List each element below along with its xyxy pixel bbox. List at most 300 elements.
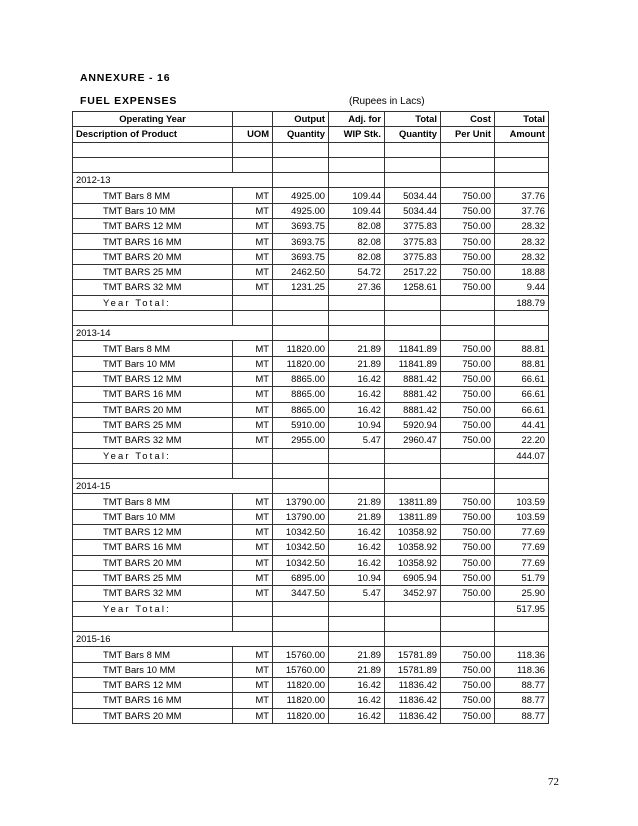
empty-cell [273,295,329,310]
year-total-label: Year Total: [73,601,233,616]
output-quantity: 4925.00 [273,188,329,203]
table-row [73,387,549,402]
empty-cell [329,157,385,172]
table-row [73,219,549,234]
total-amount: 28.32 [495,234,549,249]
table-row [73,540,549,555]
col-header: WIP Stk. [329,127,385,142]
total-quantity: 3775.83 [385,234,441,249]
output-quantity: 13790.00 [273,509,329,524]
fuel-expenses-table [72,111,549,724]
empty-cell [329,632,385,647]
uom-cell: MT [233,509,273,524]
empty-cell [385,295,441,310]
output-quantity: 4925.00 [273,203,329,218]
empty-cell [273,616,329,631]
total-amount: 18.88 [495,264,549,279]
total-amount: 88.77 [495,677,549,692]
product-description: TMT Bars 10 MM [73,203,233,218]
product-description: TMT BARS 16 MM [73,693,233,708]
wip-adjustment: 5.47 [329,433,385,448]
total-quantity: 11841.89 [385,341,441,356]
wip-adjustment: 16.42 [329,525,385,540]
total-quantity: 10358.92 [385,555,441,570]
uom-cell: MT [233,494,273,509]
year-label: 2014-15 [73,479,273,494]
empty-cell [385,479,441,494]
output-quantity: 15760.00 [273,662,329,677]
total-quantity: 13811.89 [385,494,441,509]
wip-adjustment: 16.42 [329,677,385,692]
uom-cell: MT [233,570,273,585]
cost-per-unit: 750.00 [441,249,495,264]
total-amount: 118.36 [495,647,549,662]
empty-cell [495,479,549,494]
empty-cell [273,463,329,478]
empty-cell [233,463,273,478]
empty-cell [273,310,329,325]
page-number: 72 [548,776,559,788]
empty-cell [495,632,549,647]
empty-cell [233,295,273,310]
wip-adjustment: 16.42 [329,708,385,723]
wip-adjustment: 109.44 [329,188,385,203]
spacer-row [73,463,549,478]
empty-cell [441,326,495,341]
uom-cell: MT [233,708,273,723]
total-amount: 28.32 [495,219,549,234]
cost-per-unit: 750.00 [441,387,495,402]
total-quantity: 3775.83 [385,219,441,234]
empty-cell [73,142,233,157]
uom-cell: MT [233,356,273,371]
cost-per-unit: 750.00 [441,555,495,570]
wip-adjustment: 82.08 [329,249,385,264]
total-amount: 66.61 [495,387,549,402]
cost-per-unit: 750.00 [441,570,495,585]
cost-per-unit: 750.00 [441,188,495,203]
col-header: Operating Year [73,112,233,127]
total-amount: 37.76 [495,203,549,218]
col-header: Cost [441,112,495,127]
wip-adjustment: 10.94 [329,570,385,585]
table-row [73,249,549,264]
product-description: TMT BARS 32 MM [73,586,233,601]
table-row [73,525,549,540]
total-quantity: 10358.92 [385,525,441,540]
total-quantity: 10358.92 [385,540,441,555]
table-row [73,708,549,723]
output-quantity: 11820.00 [273,356,329,371]
empty-cell [329,463,385,478]
cost-per-unit: 750.00 [441,525,495,540]
empty-cell [385,616,441,631]
year-total-amount: 188.79 [495,295,549,310]
wip-adjustment: 21.89 [329,341,385,356]
col-header: Adj. for [329,112,385,127]
empty-cell [73,463,233,478]
total-amount: 44.41 [495,417,549,432]
product-description: TMT BARS 16 MM [73,540,233,555]
spacer-row [73,142,549,157]
cost-per-unit: 750.00 [441,662,495,677]
total-amount: 88.77 [495,693,549,708]
wip-adjustment: 16.42 [329,540,385,555]
empty-cell [441,632,495,647]
uom-cell: MT [233,677,273,692]
total-quantity: 11836.42 [385,693,441,708]
wip-adjustment: 82.08 [329,219,385,234]
cost-per-unit: 750.00 [441,586,495,601]
product-description: TMT BARS 20 MM [73,555,233,570]
product-description: TMT BARS 25 MM [73,570,233,585]
product-description: TMT BARS 20 MM [73,402,233,417]
wip-adjustment: 16.42 [329,387,385,402]
cost-per-unit: 750.00 [441,647,495,662]
empty-cell [233,616,273,631]
empty-cell [441,142,495,157]
year-total-row [73,295,549,310]
product-description: TMT BARS 12 MM [73,525,233,540]
year-label: 2013-14 [73,326,273,341]
wip-adjustment: 16.42 [329,693,385,708]
cost-per-unit: 750.00 [441,264,495,279]
year-row [73,173,549,188]
output-quantity: 1231.25 [273,280,329,295]
table-row [73,188,549,203]
uom-cell: MT [233,203,273,218]
empty-cell [441,157,495,172]
uom-cell: MT [233,662,273,677]
total-quantity: 5034.44 [385,203,441,218]
uom-cell: MT [233,341,273,356]
output-quantity: 6895.00 [273,570,329,585]
total-quantity: 5920.94 [385,417,441,432]
table-row [73,693,549,708]
empty-cell [441,295,495,310]
table-row [73,356,549,371]
output-quantity: 11820.00 [273,677,329,692]
empty-cell [495,463,549,478]
col-header: Total [385,112,441,127]
product-description: TMT BARS 16 MM [73,234,233,249]
total-quantity: 8881.42 [385,387,441,402]
total-quantity: 15781.89 [385,662,441,677]
page-title: FUEL EXPENSES [80,95,178,107]
empty-cell [385,463,441,478]
empty-cell [385,326,441,341]
col-header: Quantity [273,127,329,142]
empty-cell [495,142,549,157]
product-description: TMT BARS 20 MM [73,249,233,264]
col-header: Total [495,112,549,127]
table-row [73,417,549,432]
output-quantity: 3693.75 [273,234,329,249]
total-quantity: 13811.89 [385,509,441,524]
uom-cell: MT [233,264,273,279]
table-row [73,555,549,570]
total-amount: 28.32 [495,249,549,264]
uom-cell: MT [233,586,273,601]
spacer-row [73,616,549,631]
wip-adjustment: 5.47 [329,586,385,601]
output-quantity: 10342.50 [273,540,329,555]
year-row [73,479,549,494]
empty-cell [441,616,495,631]
output-quantity: 8865.00 [273,402,329,417]
output-quantity: 8865.00 [273,372,329,387]
cost-per-unit: 750.00 [441,677,495,692]
output-quantity: 11820.00 [273,708,329,723]
total-quantity: 11836.42 [385,708,441,723]
year-total-amount: 444.07 [495,448,549,463]
table-row [73,234,549,249]
cost-per-unit: 750.00 [441,356,495,371]
col-header: Quantity [385,127,441,142]
uom-cell: MT [233,540,273,555]
output-quantity: 2462.50 [273,264,329,279]
product-description: TMT BARS 25 MM [73,417,233,432]
product-description: TMT Bars 8 MM [73,341,233,356]
empty-cell [495,310,549,325]
cost-per-unit: 750.00 [441,341,495,356]
total-quantity: 8881.42 [385,372,441,387]
year-total-label: Year Total: [73,448,233,463]
wip-adjustment: 10.94 [329,417,385,432]
table-row [73,509,549,524]
cost-per-unit: 750.00 [441,433,495,448]
empty-cell [329,479,385,494]
cost-per-unit: 750.00 [441,203,495,218]
year-row [73,326,549,341]
product-description: TMT Bars 10 MM [73,356,233,371]
product-description: TMT Bars 10 MM [73,509,233,524]
cost-per-unit: 750.00 [441,509,495,524]
col-header: Output [273,112,329,127]
total-amount: 77.69 [495,525,549,540]
table-body [73,112,549,724]
wip-adjustment: 54.72 [329,264,385,279]
empty-cell [329,142,385,157]
year-row [73,632,549,647]
header-row-1 [73,112,549,127]
uom-cell: MT [233,372,273,387]
product-description: TMT BARS 12 MM [73,372,233,387]
table-row [73,433,549,448]
total-amount: 22.20 [495,433,549,448]
uom-cell: MT [233,188,273,203]
empty-cell [441,463,495,478]
col-header: Amount [495,127,549,142]
empty-cell [233,142,273,157]
cost-per-unit: 750.00 [441,417,495,432]
product-description: TMT Bars 8 MM [73,494,233,509]
empty-cell [329,326,385,341]
wip-adjustment: 109.44 [329,203,385,218]
empty-cell [329,295,385,310]
empty-cell [441,601,495,616]
output-quantity: 11820.00 [273,341,329,356]
empty-cell [273,326,329,341]
wip-adjustment: 82.08 [329,234,385,249]
col-header: Description of Product [73,127,233,142]
table-row [73,677,549,692]
empty-cell [73,157,233,172]
uom-cell: MT [233,555,273,570]
total-amount: 88.81 [495,356,549,371]
empty-cell [233,310,273,325]
wip-adjustment: 27.36 [329,280,385,295]
spacer-row [73,310,549,325]
empty-cell [385,173,441,188]
cost-per-unit: 750.00 [441,402,495,417]
empty-cell [233,448,273,463]
cost-per-unit: 750.00 [441,219,495,234]
empty-cell [273,173,329,188]
empty-cell [385,310,441,325]
total-amount: 77.69 [495,540,549,555]
empty-cell [329,616,385,631]
uom-cell: MT [233,280,273,295]
empty-cell [385,142,441,157]
total-amount: 66.61 [495,402,549,417]
empty-cell [273,448,329,463]
empty-cell [441,310,495,325]
uom-cell: MT [233,525,273,540]
wip-adjustment: 21.89 [329,647,385,662]
empty-cell [329,448,385,463]
wip-adjustment: 21.89 [329,509,385,524]
wip-adjustment: 21.89 [329,662,385,677]
annexure-label: ANNEXURE - 16 [80,72,171,84]
year-label: 2015-16 [73,632,273,647]
uom-cell: MT [233,693,273,708]
uom-cell: MT [233,387,273,402]
product-description: TMT BARS 32 MM [73,433,233,448]
output-quantity: 11820.00 [273,693,329,708]
empty-cell [233,157,273,172]
product-description: TMT Bars 8 MM [73,188,233,203]
output-quantity: 5910.00 [273,417,329,432]
uom-cell: MT [233,647,273,662]
total-quantity: 8881.42 [385,402,441,417]
uom-cell: MT [233,249,273,264]
total-quantity: 3775.83 [385,249,441,264]
total-amount: 51.79 [495,570,549,585]
total-quantity: 5034.44 [385,188,441,203]
table-row [73,402,549,417]
col-header [233,112,273,127]
year-total-amount: 517.95 [495,601,549,616]
cost-per-unit: 750.00 [441,540,495,555]
empty-cell [385,157,441,172]
total-amount: 25.90 [495,586,549,601]
year-total-row [73,601,549,616]
product-description: TMT Bars 10 MM [73,662,233,677]
uom-cell: MT [233,219,273,234]
total-quantity: 11841.89 [385,356,441,371]
total-amount: 66.61 [495,372,549,387]
total-quantity: 2960.47 [385,433,441,448]
empty-cell [385,601,441,616]
year-label: 2012-13 [73,173,273,188]
table-row [73,264,549,279]
empty-cell [273,479,329,494]
output-quantity: 10342.50 [273,525,329,540]
table-row [73,586,549,601]
output-quantity: 3693.75 [273,219,329,234]
total-quantity: 11836.42 [385,677,441,692]
total-quantity: 2517.22 [385,264,441,279]
table-row [73,203,549,218]
col-header: UOM [233,127,273,142]
empty-cell [441,448,495,463]
wip-adjustment: 21.89 [329,494,385,509]
cost-per-unit: 750.00 [441,708,495,723]
empty-cell [73,310,233,325]
empty-cell [329,173,385,188]
col-header: Per Unit [441,127,495,142]
empty-cell [273,142,329,157]
output-quantity: 15760.00 [273,647,329,662]
product-description: TMT BARS 12 MM [73,219,233,234]
uom-cell: MT [233,402,273,417]
empty-cell [273,601,329,616]
product-description: TMT BARS 12 MM [73,677,233,692]
total-amount: 9.44 [495,280,549,295]
empty-cell [441,479,495,494]
empty-cell [495,173,549,188]
units-note: (Rupees in Lacs) [349,96,425,107]
output-quantity: 10342.50 [273,555,329,570]
uom-cell: MT [233,433,273,448]
empty-cell [233,601,273,616]
empty-cell [329,601,385,616]
table-row [73,662,549,677]
empty-cell [385,448,441,463]
cost-per-unit: 750.00 [441,234,495,249]
cost-per-unit: 750.00 [441,372,495,387]
total-quantity: 3452.97 [385,586,441,601]
total-amount: 118.36 [495,662,549,677]
total-amount: 103.59 [495,509,549,524]
total-amount: 88.81 [495,341,549,356]
total-quantity: 1258.61 [385,280,441,295]
output-quantity: 13790.00 [273,494,329,509]
header-row-2 [73,127,549,142]
total-amount: 77.69 [495,555,549,570]
total-amount: 37.76 [495,188,549,203]
cost-per-unit: 750.00 [441,693,495,708]
total-amount: 103.59 [495,494,549,509]
uom-cell: MT [233,417,273,432]
total-amount: 88.77 [495,708,549,723]
table-row [73,494,549,509]
empty-cell [273,157,329,172]
table-row [73,280,549,295]
empty-cell [495,616,549,631]
cost-per-unit: 750.00 [441,280,495,295]
empty-cell [495,157,549,172]
output-quantity: 8865.00 [273,387,329,402]
product-description: TMT BARS 16 MM [73,387,233,402]
empty-cell [73,616,233,631]
output-quantity: 3447.50 [273,586,329,601]
empty-cell [495,326,549,341]
output-quantity: 3693.75 [273,249,329,264]
wip-adjustment: 16.42 [329,372,385,387]
empty-cell [329,310,385,325]
